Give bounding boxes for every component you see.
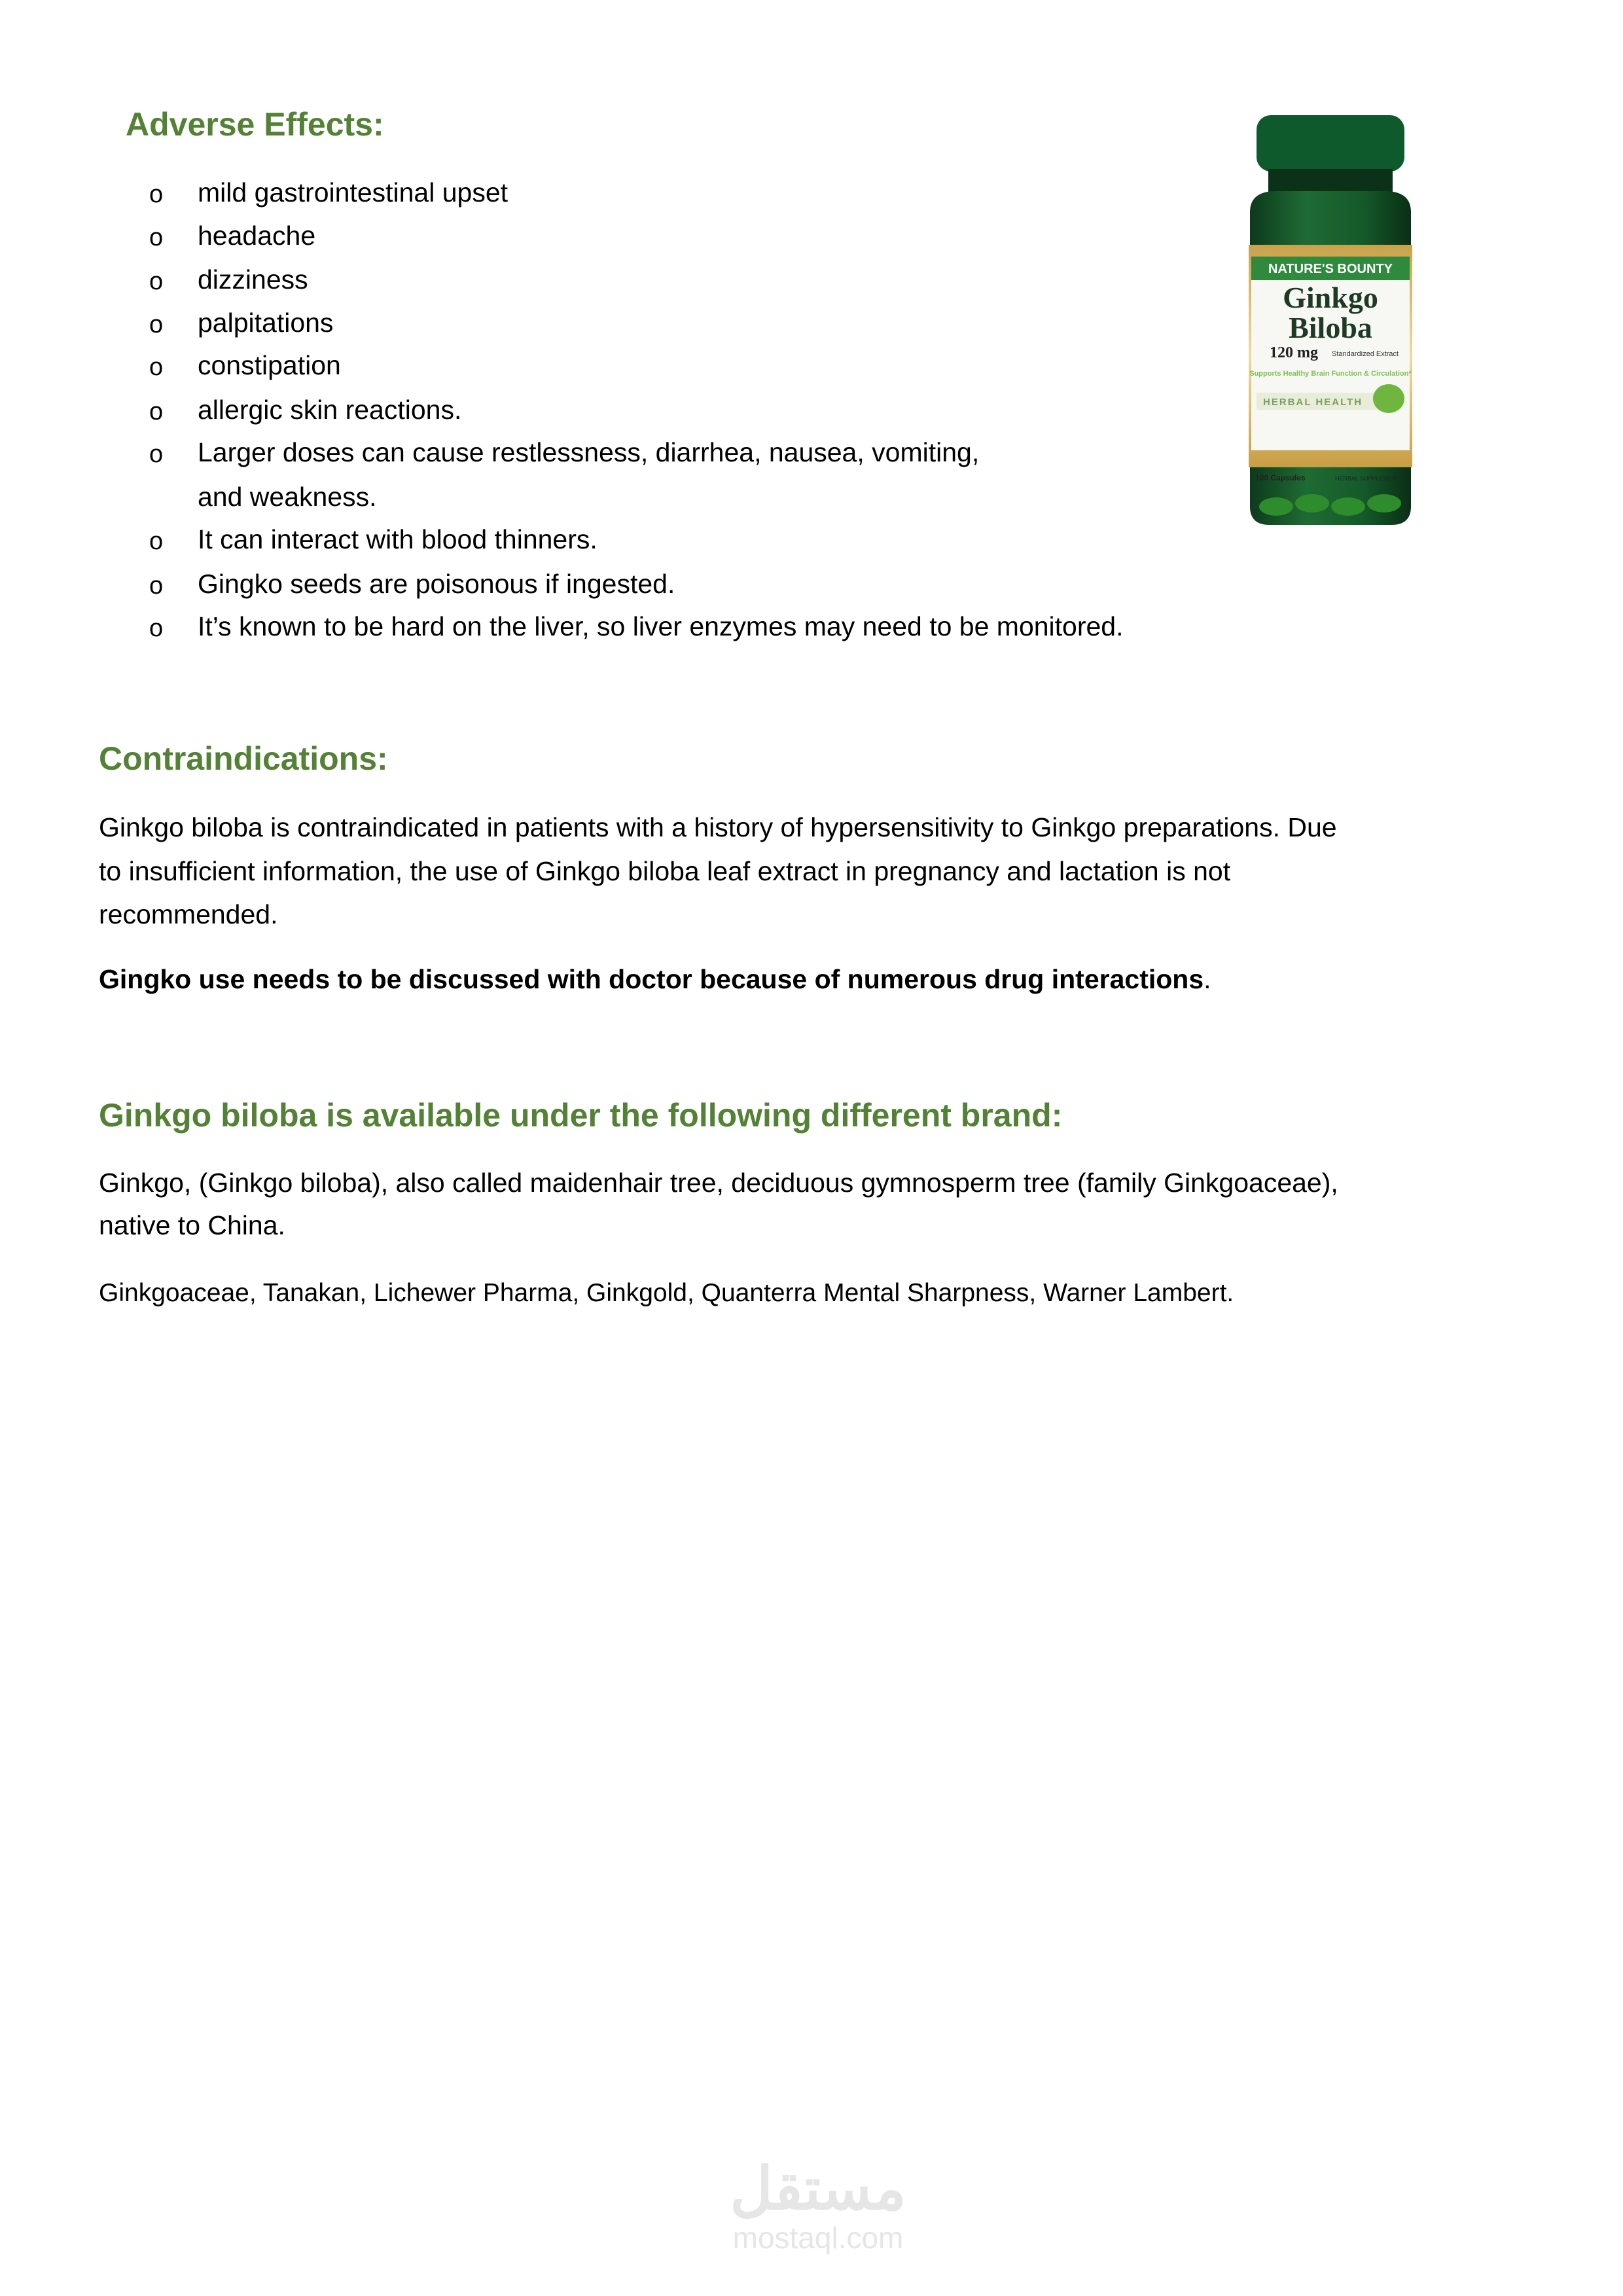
list-item: It can interact with blood thinners. — [198, 524, 597, 554]
adverse-effects-heading: Adverse Effects: — [126, 106, 384, 143]
label-type: HERBAL SUPPLEMENT — [1335, 475, 1400, 482]
label-category: HERBAL HEALTH — [1263, 397, 1363, 408]
contraindications-heading: Contraindications: — [99, 740, 388, 777]
contraindications-text-line: to insufficient information, the use of Ginkgo biloba leaf extract in pregnancy and lactation is not — [99, 856, 1231, 886]
bullet: o — [149, 398, 164, 425]
list-item: dizziness — [198, 264, 308, 295]
bullet: o — [149, 181, 164, 208]
bullet: o — [149, 311, 164, 338]
bullet: o — [149, 353, 164, 381]
brand-list: Ginkgoaceae, Tanakan, Lichewer Pharma, Ginkgold, Quanterra Mental Sharpness, Warner Lambert. — [99, 1279, 1234, 1307]
list-item: Larger doses can cause restlessness, diarrhea, nausea, vomiting, — [198, 437, 980, 467]
list-item: constipation — [198, 350, 341, 380]
brands-text-line: Ginkgo, (Ginkgo biloba), also called maidenhair tree, deciduous gymnosperm tree (family Ginkgoaceae), — [99, 1168, 1338, 1198]
list-item: allergic skin reactions. — [198, 395, 462, 425]
list-item-continuation: and weakness. — [198, 482, 377, 512]
drug-interaction-note — [99, 966, 1211, 993]
contraindications-text-line: Ginkgo biloba is contraindicated in patients with a history of hypersensitivity to Ginkgo preparations. Due — [99, 812, 1337, 842]
list-item: It’s known to be hard on the liver, so liver enzymes may need to be monitored. — [198, 611, 1124, 641]
label-name-1: Ginkgo — [1283, 281, 1378, 314]
list-item: palpitations — [198, 308, 334, 338]
bullet: o — [149, 528, 164, 555]
bullet: o — [149, 224, 164, 251]
watermark-latin: mostaql.com — [732, 2221, 904, 2255]
label-name-2: Biloba — [1289, 311, 1372, 344]
drug-interaction-note-bold: Gingko use needs to be discussed with doctor because of numerous drug interactions — [99, 964, 1204, 994]
ginkgo-bottle-image — [1237, 114, 1424, 527]
list-item: mild gastrointestinal upset — [198, 177, 508, 207]
bullet: o — [149, 440, 164, 468]
bullet: o — [149, 268, 164, 295]
bullet: o — [149, 615, 164, 642]
watermark-arabic: مستقل — [730, 2157, 906, 2222]
list-item: Gingko seeds are poisonous if ingested. — [198, 569, 675, 599]
mostaql-watermark — [713, 2157, 923, 2255]
list-item: headache — [198, 221, 316, 251]
bullet: o — [149, 572, 164, 600]
brands-heading: Ginkgo biloba is available under the following different brand: — [99, 1097, 1063, 1134]
label-count: 100 Capsules — [1255, 473, 1306, 482]
drug-interaction-note-end: . — [1204, 964, 1211, 994]
label-claim: Supports Healthy Brain Function & Circulation* — [1249, 370, 1412, 378]
label-brand: NATURE'S BOUNTY — [1268, 262, 1393, 276]
brands-text-line: native to China. — [99, 1210, 285, 1240]
contraindications-text-line: recommended. — [99, 899, 278, 929]
label-dose: 120 mg — [1270, 344, 1318, 361]
label-extract: Standardized Extract — [1332, 350, 1399, 358]
